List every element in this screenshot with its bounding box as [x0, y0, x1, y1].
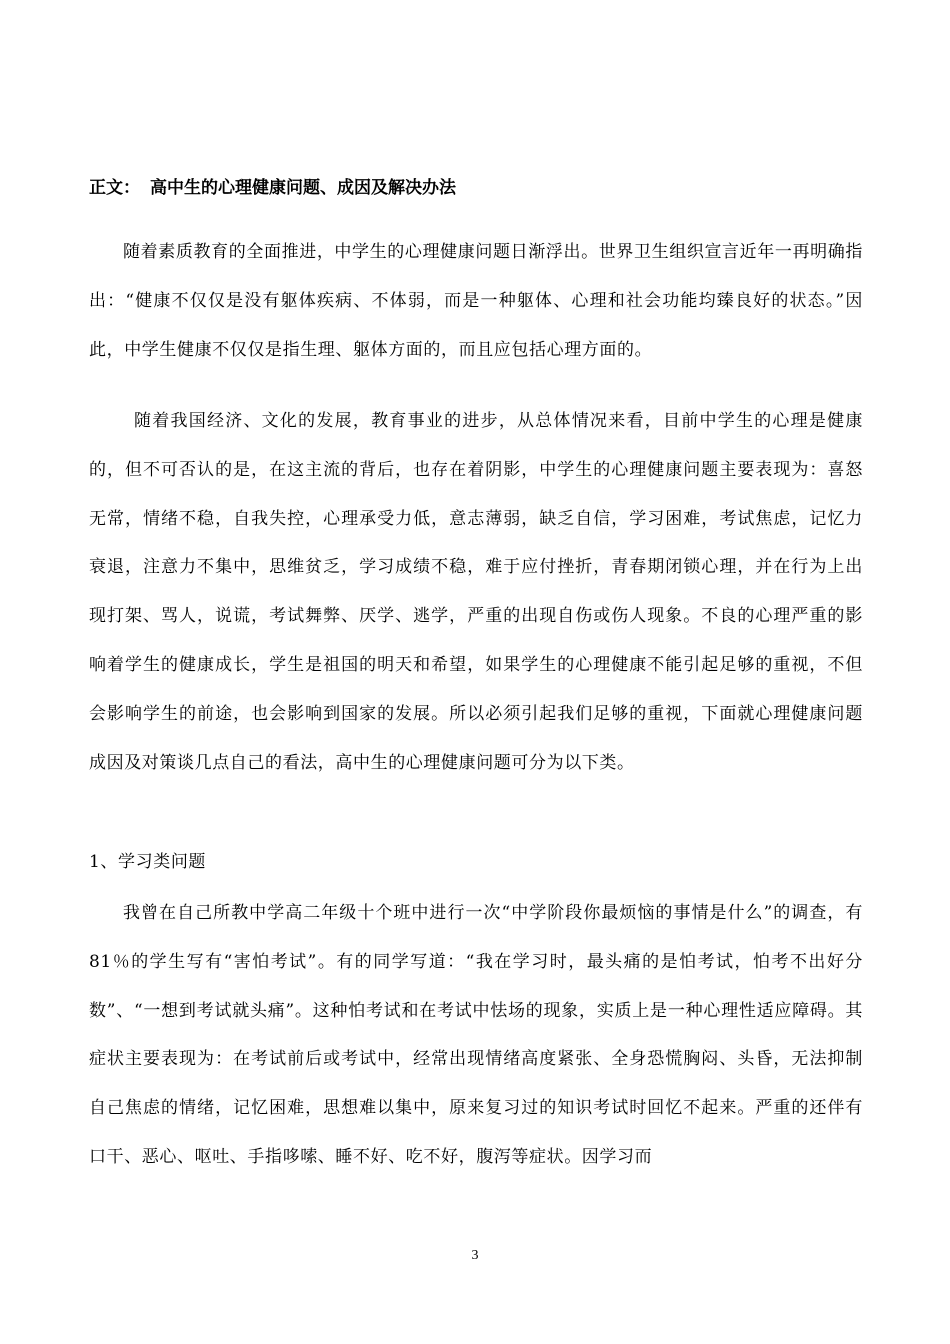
- paragraph-exam-anxiety: 我曾在自己所教中学高二年级十个班中进行一次“中学阶段你最烦恼的事情是什么”的调查，有81％的学生写有“害怕考试”。有的同学写道：“我在学习时，最头痛的是怕考试，怕考不出好分数”、“一想到考试就头痛”。这种怕考试和在考试中怯场的现象，实质上是一种心理性适应障碍。其症状主要表现为：在考试前后或考试中，经常出现情绪高度紧张、全身恐慌胸闷、头昏，无法抑制自己焦虑的情绪，记忆困难，思想难以集中，原来复习过的知识考试时回忆不起来。严重的还伴有口干、恶心、呕吐、手指哆嗦、睡不好、吃不好，腹泻等症状。因学习而: [89, 903, 863, 1167]
- heading-label: 正文：: [89, 178, 140, 198]
- subheading-learning-problems: 1、学习类问题: [89, 852, 207, 872]
- paragraph-intro: 随着素质教育的全面推进，中学生的心理健康问题日渐浮出。世界卫生组织宣言近年一再明确指出：“健康不仅仅是没有躯体疾病、不体弱，而是一种躯体、心理和社会功能均臻良好的状态。”因此，中学生健康不仅仅是指生理、躯体方面的，而且应包括心理方面的。: [89, 242, 863, 360]
- section-heading: [89, 174, 869, 202]
- heading-title: 高中生的心理健康问题、成因及解决办法: [150, 178, 456, 198]
- paragraph-problems: 随着我国经济、文化的发展，教育事业的进步，从总体情况来看，目前中学生的心理是健康的，但不可否认的是，在这主流的背后，也存在着阴影，中学生的心理健康问题主要表现为：喜怒无常，情绪不稳，自我失控，心理承受力低，意志薄弱，缺乏自信，学习困难，考试焦虑，记忆力衰退，注意力不集中，思维贫乏，学习成绩不稳，难于应付挫折，青春期闭锁心理，并在行为上出现打架、骂人，说谎，考试舞弊、厌学、逃学，严重的出现自伤或伤人现象。不良的心理严重的影响着学生的健康成长，学生是祖国的明天和希望，如果学生的心理健康不能引起足够的重视，不但会影响学生的前途，也会影响到国家的发展。所以必须引起我们足够的重视，下面就心理健康问题成因及对策谈几点自己的看法，高中生的心理健康问题可分为以下类。: [89, 411, 863, 773]
- page-number: 3: [471, 1248, 479, 1263]
